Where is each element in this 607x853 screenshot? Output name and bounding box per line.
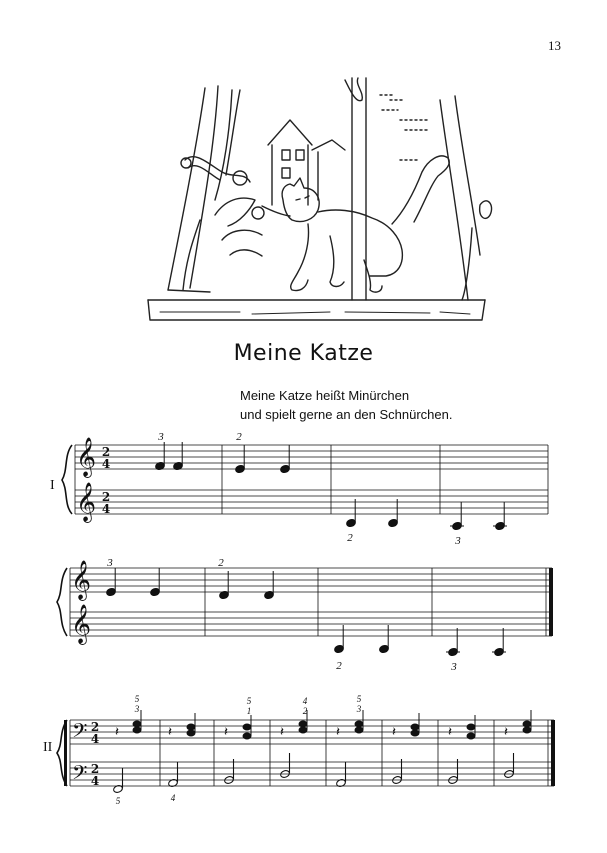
fingering: 3	[451, 661, 457, 673]
rest-icon: 𝄽	[280, 725, 284, 740]
chord-note	[187, 724, 195, 730]
chord-note	[411, 724, 419, 730]
rest-icon: 𝄽	[224, 725, 228, 740]
fingering: 3	[455, 535, 461, 547]
fingering: 2	[336, 660, 342, 672]
rest-icon: 𝄽	[168, 725, 172, 740]
chord-note	[467, 724, 475, 730]
fingering: 5	[134, 694, 140, 704]
fingering: 5	[356, 694, 362, 704]
fingering: 3	[134, 704, 140, 714]
time-signature-bottom: 4	[90, 732, 100, 746]
time-signature-bottom: 4	[90, 774, 100, 788]
time-signature-bottom: 4	[101, 502, 111, 516]
treble-clef-icon: 𝄞	[76, 482, 97, 522]
rest-icon: 𝄽	[336, 725, 340, 740]
fingering: 1	[246, 706, 252, 716]
chord-note	[299, 721, 307, 727]
system-label: II	[43, 740, 53, 755]
fingering: 2	[236, 431, 242, 443]
time-signature-top: 2	[90, 720, 100, 734]
time-signature-top: 2	[90, 762, 100, 776]
treble-clef-icon: 𝄞	[71, 560, 92, 600]
fingering: 2	[302, 706, 308, 716]
chord-note	[133, 721, 141, 727]
fingering: 4	[170, 793, 176, 803]
chord-note	[243, 724, 251, 730]
time-signature-top: 2	[101, 445, 111, 459]
fingering: 5	[246, 696, 252, 706]
fingering: 5	[115, 796, 121, 806]
page-number: 13	[548, 38, 561, 53]
fingering: 3	[356, 704, 362, 714]
rest-icon: 𝄽	[504, 725, 508, 740]
lyrics-line: und spielt gerne an den Schnürchen.	[240, 407, 453, 422]
treble-clef-icon: 𝄞	[76, 437, 97, 477]
fingering: 2	[347, 532, 353, 544]
time-signature-top: 2	[101, 490, 111, 504]
system-label: I	[50, 478, 55, 493]
time-signature-bottom: 4	[101, 457, 111, 471]
chord-note	[523, 721, 531, 727]
treble-clef-icon: 𝄞	[71, 604, 92, 644]
bass-clef-icon: 𝄢	[72, 761, 88, 789]
fingering: 2	[218, 557, 224, 569]
rest-icon: 𝄽	[115, 725, 119, 740]
fingering: 4	[302, 696, 308, 706]
bass-clef-icon: 𝄢	[72, 719, 88, 747]
lyrics-line: Meine Katze heißt Minürchen	[240, 388, 410, 403]
song-title: Meine Katze	[233, 341, 374, 366]
fingering: 3	[158, 431, 164, 443]
fingering: 3	[107, 557, 113, 569]
rest-icon: 𝄽	[392, 725, 396, 740]
chord-note	[355, 721, 363, 727]
rest-icon: 𝄽	[448, 725, 452, 740]
